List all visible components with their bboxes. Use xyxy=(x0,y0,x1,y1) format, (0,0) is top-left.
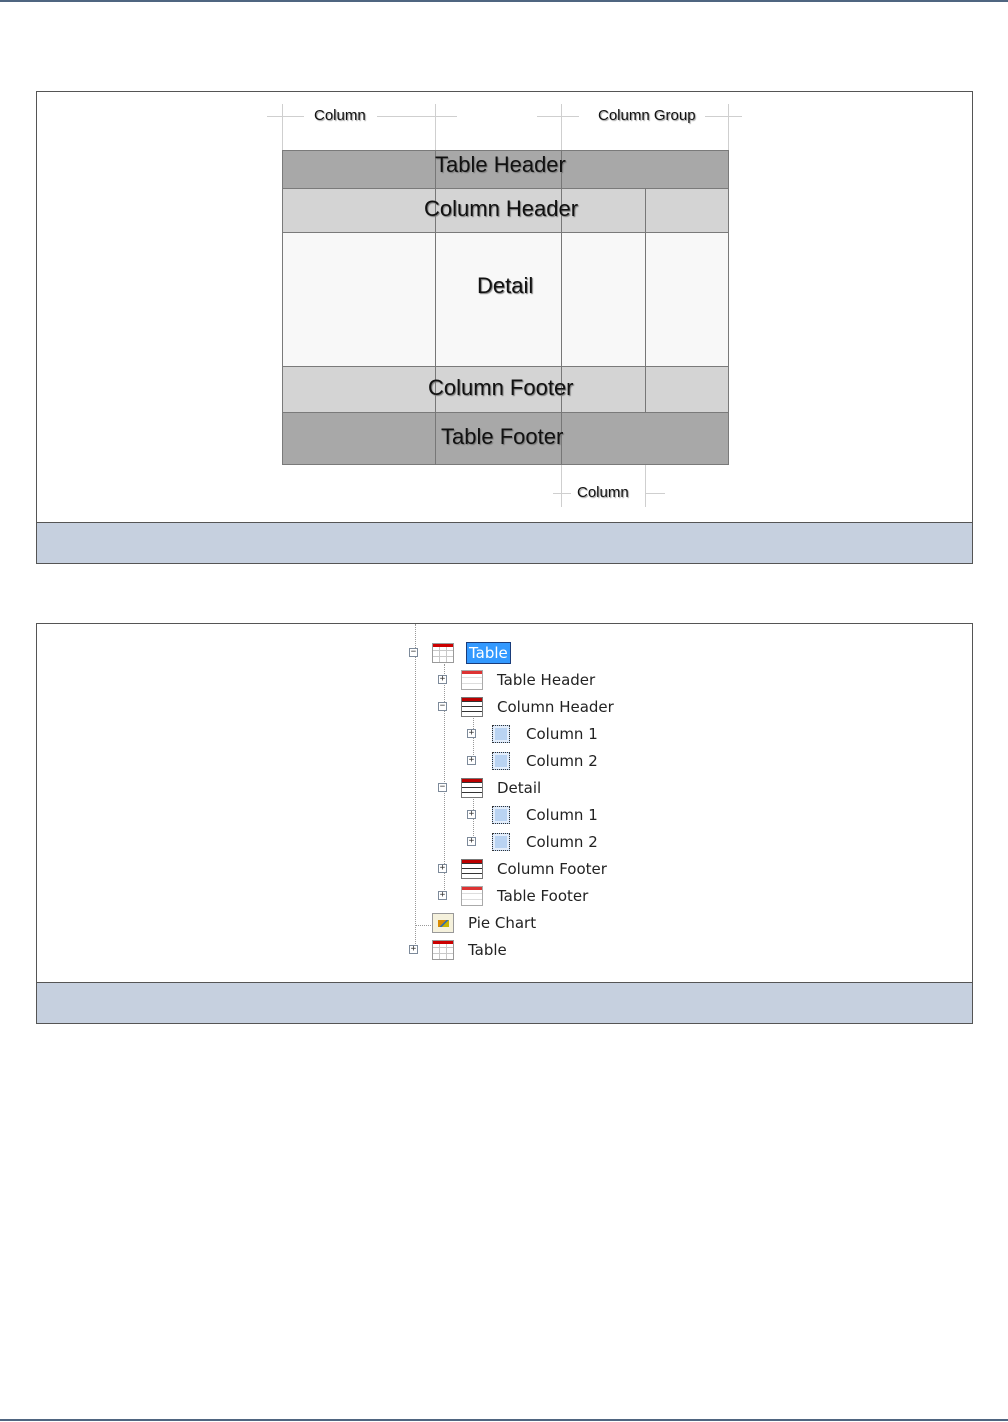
figure-caption-bar xyxy=(37,522,972,563)
footer-rule xyxy=(0,1419,1008,1421)
detail-label: Detail xyxy=(477,273,534,298)
table-footer-label: Table Footer xyxy=(441,424,564,449)
table-icon xyxy=(432,940,454,960)
tree-node-column-header[interactable] xyxy=(438,696,658,718)
band-icon xyxy=(461,778,483,798)
band-icon xyxy=(461,697,483,717)
outline-tree-figure xyxy=(36,623,973,1024)
tree-node-label[interactable]: Table Footer xyxy=(497,887,589,905)
collapse-toggle-icon[interactable]: − xyxy=(439,782,446,792)
band-icon xyxy=(461,886,483,906)
guide-line xyxy=(705,116,742,117)
table-header-label: Table Header xyxy=(435,152,566,177)
table-layout-diagram xyxy=(37,92,972,523)
column-icon xyxy=(492,833,510,851)
tree-node-label[interactable]: Column Header xyxy=(497,698,614,716)
tree-node-table[interactable] xyxy=(409,642,629,664)
guide-line xyxy=(282,104,283,150)
tree-node-label[interactable]: Column 1 xyxy=(526,725,598,743)
tree-node-label[interactable]: Table Header xyxy=(497,671,596,689)
tree-node-label[interactable]: Column 1 xyxy=(526,806,598,824)
figure-caption-bar xyxy=(37,982,972,1023)
expand-toggle-icon[interactable]: + xyxy=(468,755,475,765)
tree-node-label[interactable]: Column 2 xyxy=(526,752,598,770)
column-label: Column xyxy=(314,107,366,124)
column-header-label: Column Header xyxy=(424,196,579,221)
column-divider xyxy=(645,188,646,413)
band-icon xyxy=(461,670,483,690)
tree-node-column-footer[interactable] xyxy=(438,858,658,880)
column-icon xyxy=(492,752,510,770)
outline-tree xyxy=(37,624,972,983)
expand-toggle-icon[interactable]: + xyxy=(439,674,446,684)
band-icon xyxy=(461,859,483,879)
expand-toggle-icon[interactable]: + xyxy=(439,890,446,900)
tree-node-pie-chart[interactable] xyxy=(409,912,629,934)
guide-line xyxy=(561,465,562,507)
expand-toggle-icon[interactable]: + xyxy=(468,836,475,846)
tree-node-label[interactable]: Column Footer xyxy=(497,860,607,878)
column-label-bottom: Column xyxy=(577,484,629,501)
tree-node-label[interactable]: Pie Chart xyxy=(468,914,537,932)
guide-line xyxy=(377,116,457,117)
tree-node-table[interactable] xyxy=(409,939,629,961)
tree-node-table-footer[interactable] xyxy=(438,885,658,907)
guide-line xyxy=(728,104,729,150)
pie-chart-icon xyxy=(432,913,454,933)
column-icon xyxy=(492,725,510,743)
tree-connector xyxy=(415,624,416,952)
tree-node-table-header[interactable] xyxy=(438,669,658,691)
expand-toggle-icon[interactable]: + xyxy=(468,809,475,819)
guide-line xyxy=(267,116,304,117)
guide-line xyxy=(561,104,562,150)
expand-toggle-icon[interactable]: + xyxy=(439,863,446,873)
tree-node-label[interactable]: Table xyxy=(469,644,508,662)
guide-line xyxy=(435,104,436,150)
tree-node-column-1[interactable] xyxy=(467,723,667,745)
tree-node-column-2[interactable] xyxy=(467,750,667,772)
collapse-toggle-icon[interactable]: − xyxy=(410,647,417,657)
expand-toggle-icon[interactable]: + xyxy=(410,944,417,954)
expand-toggle-icon[interactable]: + xyxy=(468,728,475,738)
header-rule xyxy=(0,0,1008,2)
detail-band xyxy=(282,232,729,367)
tree-node-column-1[interactable] xyxy=(467,804,667,826)
column-footer-label: Column Footer xyxy=(428,375,574,400)
tree-node-label[interactable]: Column 2 xyxy=(526,833,598,851)
tree-node-detail[interactable] xyxy=(438,777,638,799)
guide-line xyxy=(553,493,571,494)
table-structure-figure xyxy=(36,91,973,564)
guide-line xyxy=(645,465,646,507)
table-icon xyxy=(432,643,454,663)
column-icon xyxy=(492,806,510,824)
tree-node-label[interactable]: Detail xyxy=(497,779,542,797)
tree-node-label[interactable]: Table xyxy=(468,941,507,959)
guide-line xyxy=(645,493,665,494)
guide-line xyxy=(537,116,579,117)
collapse-toggle-icon[interactable]: − xyxy=(439,701,446,711)
tree-node-column-2[interactable] xyxy=(467,831,667,853)
column-group-label: Column Group xyxy=(598,107,696,124)
